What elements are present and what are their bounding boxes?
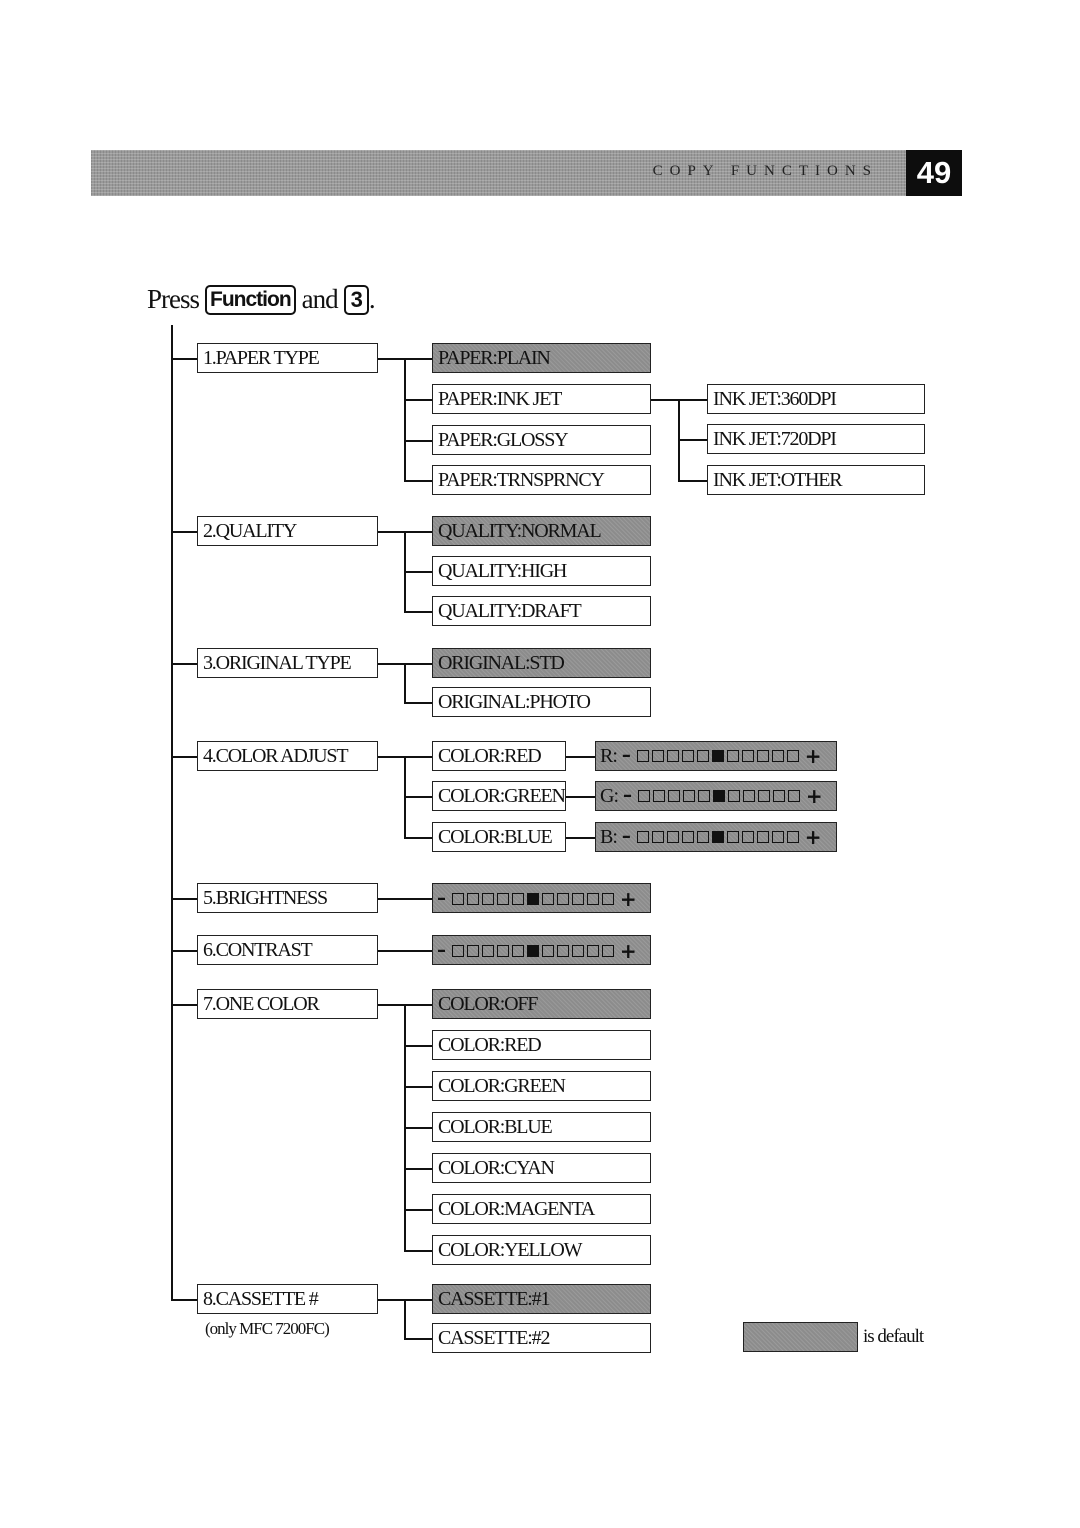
scale-step	[602, 945, 614, 957]
connector	[566, 796, 595, 798]
scale-step	[757, 750, 769, 762]
scale-step	[727, 750, 739, 762]
scale-step-filled	[527, 945, 539, 957]
scale-green	[595, 781, 837, 811]
option-onecolor-magenta: COLOR:MAGENTA	[432, 1194, 651, 1224]
scale-step	[482, 945, 494, 957]
level-scale	[437, 937, 635, 965]
option-quality-high: QUALITY:HIGH	[432, 556, 651, 586]
option-paper-inkjet: PAPER:INK JET	[432, 384, 651, 414]
option-quality-draft: QUALITY:DRAFT	[432, 596, 651, 626]
scale-step	[727, 831, 739, 843]
scale-step	[512, 893, 524, 905]
scale-step	[683, 790, 695, 802]
scale-step	[667, 750, 679, 762]
scale-minus: –	[623, 785, 631, 806]
connector	[171, 756, 198, 758]
instruction-prefix: Press	[147, 284, 200, 314]
scale-plus: +	[805, 784, 822, 808]
connector	[404, 837, 432, 839]
connector	[171, 1004, 198, 1006]
scale-step	[497, 893, 509, 905]
connector	[404, 571, 432, 573]
option-inkjet-360dpi: INK JET:360DPI	[707, 384, 925, 414]
section-title: COPY FUNCTIONS	[652, 163, 878, 179]
scale-minus: –	[621, 745, 630, 766]
tree-trunk	[171, 325, 173, 1301]
instruction-suffix: .	[368, 284, 375, 314]
scale-step	[542, 893, 554, 905]
instruction	[147, 284, 375, 315]
option-color-blue: COLOR:BLUE	[432, 822, 566, 852]
function-key: Function	[205, 285, 296, 315]
scale-step	[587, 945, 599, 957]
page-number: 49	[906, 150, 962, 196]
menu-item-contrast: 6.CONTRAST	[197, 935, 378, 965]
scale-prefix: B:	[600, 826, 617, 848]
scale-step	[742, 831, 754, 843]
connector	[378, 950, 432, 952]
connector	[171, 358, 198, 360]
connector	[678, 439, 707, 441]
scale-step	[467, 893, 479, 905]
scale-step	[557, 945, 569, 957]
scale-brightness	[432, 883, 651, 913]
scale-step	[653, 790, 665, 802]
menu-item-original-type: 3.ORIGINAL TYPE	[197, 648, 378, 678]
scale-minus: –	[437, 940, 445, 961]
connector	[171, 531, 198, 533]
connector	[404, 663, 406, 703]
connector	[404, 358, 406, 481]
scale-step	[682, 831, 694, 843]
scale-step	[772, 750, 784, 762]
connector	[171, 1299, 198, 1301]
connector	[404, 399, 432, 401]
scale-plus: +	[804, 825, 821, 849]
number-key: 3	[344, 285, 369, 315]
scale-step	[743, 790, 755, 802]
scale-step	[637, 750, 649, 762]
option-color-green: COLOR:GREEN	[432, 781, 566, 811]
option-color-off: COLOR:OFF	[432, 989, 651, 1019]
menu-item-brightness: 5.BRIGHTNESS	[197, 883, 378, 913]
menu-item-quality: 2.QUALITY	[197, 516, 378, 546]
connector	[404, 1299, 406, 1339]
scale-step-filled	[712, 831, 724, 843]
connector	[404, 702, 432, 704]
option-onecolor-cyan: COLOR:CYAN	[432, 1153, 651, 1183]
connector	[171, 663, 198, 665]
scale-step	[787, 831, 799, 843]
instruction-middle: and	[301, 284, 338, 314]
scale-step	[697, 750, 709, 762]
option-cassette-1: CASSETTE:#1	[432, 1284, 651, 1314]
scale-step	[572, 893, 584, 905]
option-onecolor-red: COLOR:RED	[432, 1030, 651, 1060]
option-onecolor-blue: COLOR:BLUE	[432, 1112, 651, 1142]
scale-step	[452, 945, 464, 957]
scale-step	[697, 831, 709, 843]
connector	[404, 611, 432, 613]
scale-step	[512, 945, 524, 957]
scale-step	[652, 831, 664, 843]
header-bar	[91, 150, 906, 196]
scale-minus: –	[437, 888, 445, 909]
connector	[404, 1086, 432, 1088]
option-cassette-2: CASSETTE:#2	[432, 1323, 651, 1353]
connector	[404, 1127, 432, 1129]
level-scale	[600, 782, 821, 810]
scale-step	[788, 790, 800, 802]
option-paper-trnsprncy: PAPER:TRNSPRNCY	[432, 465, 651, 495]
scale-step	[602, 893, 614, 905]
scale-step	[638, 790, 650, 802]
connector	[678, 480, 707, 482]
scale-prefix: G:	[600, 785, 618, 807]
scale-step	[668, 790, 680, 802]
scale-contrast	[432, 935, 651, 965]
scale-step	[542, 945, 554, 957]
scale-prefix: R:	[600, 745, 617, 767]
connector	[404, 1168, 432, 1170]
option-quality-normal: QUALITY:NORMAL	[432, 516, 651, 546]
menu-item-one-color: 7.ONE COLOR	[197, 989, 378, 1019]
default-legend-swatch	[743, 1322, 858, 1352]
scale-step	[698, 790, 710, 802]
connector	[404, 1338, 432, 1340]
scale-step-filled	[712, 750, 724, 762]
connector	[171, 950, 198, 952]
scale-step	[772, 831, 784, 843]
default-legend-text: is default	[863, 1326, 924, 1347]
connector	[566, 756, 595, 758]
scale-blue	[595, 822, 837, 852]
scale-step	[572, 945, 584, 957]
cassette-note: (only MFC 7200FC)	[205, 1319, 329, 1338]
option-inkjet-other: INK JET:OTHER	[707, 465, 925, 495]
connector	[171, 898, 198, 900]
scale-step	[497, 945, 509, 957]
scale-step	[773, 790, 785, 802]
connector	[404, 796, 432, 798]
scale-step	[637, 831, 649, 843]
level-scale	[600, 823, 820, 851]
scale-step	[467, 945, 479, 957]
connector	[404, 1250, 432, 1252]
scale-minus: –	[621, 826, 630, 847]
scale-step	[787, 750, 799, 762]
menu-item-color-adjust: 4.COLOR ADJUST	[197, 741, 378, 771]
scale-plus: +	[619, 887, 636, 911]
level-scale	[600, 742, 820, 770]
option-onecolor-yellow: COLOR:YELLOW	[432, 1235, 651, 1265]
menu-item-cassette: 8.CASSETTE #	[197, 1284, 378, 1314]
scale-step-filled	[527, 893, 539, 905]
connector	[404, 1045, 432, 1047]
option-inkjet-720dpi: INK JET:720DPI	[707, 424, 925, 454]
option-original-photo: ORIGINAL:PHOTO	[432, 687, 651, 717]
scale-step	[587, 893, 599, 905]
connector	[404, 440, 432, 442]
option-paper-glossy: PAPER:GLOSSY	[432, 425, 651, 455]
scale-step-filled	[713, 790, 725, 802]
scale-plus: +	[804, 744, 821, 768]
option-onecolor-green: COLOR:GREEN	[432, 1071, 651, 1101]
scale-step	[682, 750, 694, 762]
option-original-std: ORIGINAL:STD	[432, 648, 651, 678]
scale-step	[728, 790, 740, 802]
scale-step	[667, 831, 679, 843]
scale-plus: +	[619, 939, 636, 963]
option-color-red: COLOR:RED	[432, 741, 566, 771]
connector	[404, 480, 432, 482]
scale-step	[742, 750, 754, 762]
menu-item-paper-type: 1.PAPER TYPE	[197, 343, 378, 373]
scale-red	[595, 741, 837, 771]
scale-step	[452, 893, 464, 905]
scale-step	[482, 893, 494, 905]
option-paper-plain: PAPER:PLAIN	[432, 343, 651, 373]
scale-step	[557, 893, 569, 905]
scale-step	[652, 750, 664, 762]
scale-step	[758, 790, 770, 802]
connector	[378, 898, 432, 900]
scale-step	[757, 831, 769, 843]
level-scale	[437, 885, 635, 913]
connector	[404, 1209, 432, 1211]
connector	[566, 837, 595, 839]
